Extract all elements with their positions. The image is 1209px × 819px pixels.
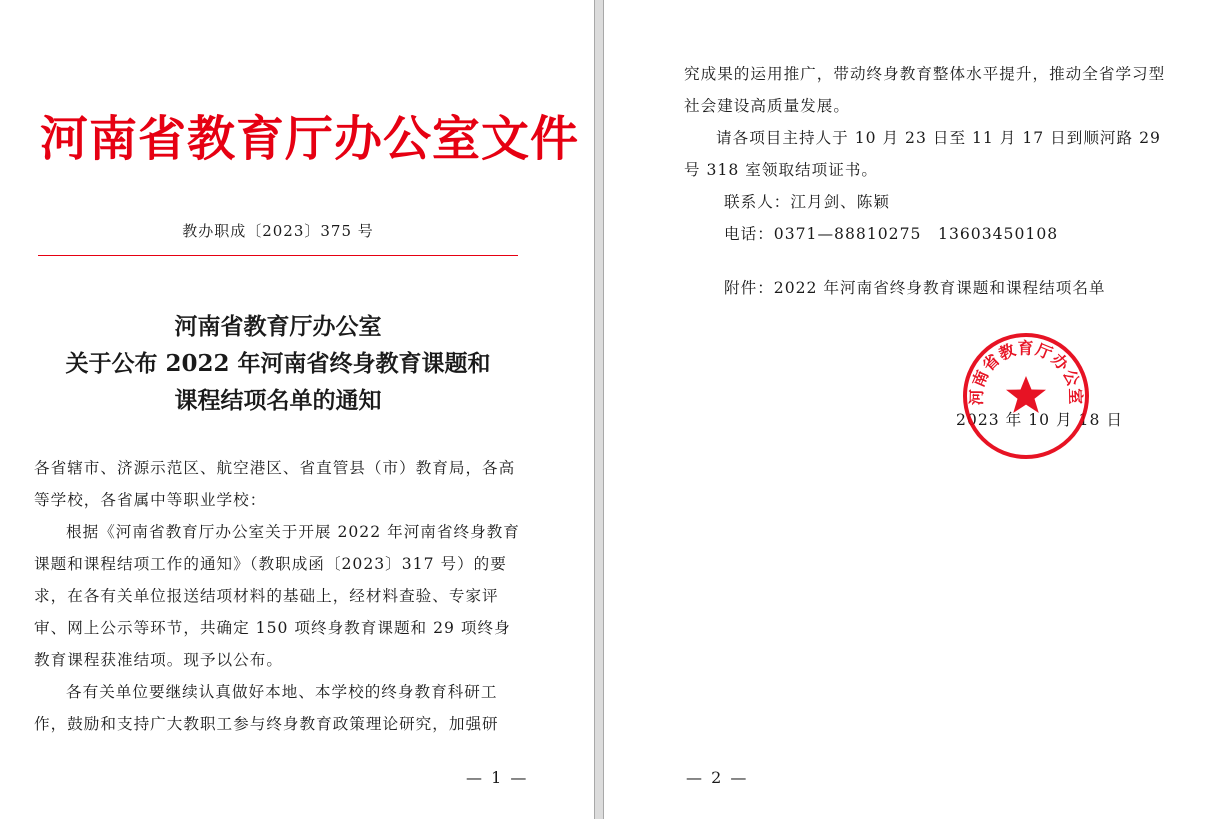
official-seal-icon	[962, 332, 1090, 460]
document-page-1	[0, 0, 594, 819]
document-number: 教办职成〔2023〕375 号	[182, 222, 374, 240]
contact-phone: 电话：0371—88810275 13603450108	[724, 225, 1059, 243]
body-paragraph: 根据《河南省教育厅办公室关于开展 2022 年河南省终身教育课题和课程结项工作的通知》（教职成函〔2023〕317 号）的要求，在各有关单位报送结项材料的基础上，经材料查验、专家评审、网上公示等环节，共确定 150 项终身教育课题和 29 项终身教育课程获准结项。现予以公布。	[34, 523, 520, 669]
notice-title-line-2: 关于公布 2022 年河南省终身教育课题和	[65, 350, 491, 377]
page-1-body	[34, 452, 522, 740]
page-number: — 2 —	[686, 768, 749, 787]
contact-person: 联系人：江月剑、陈颖	[724, 193, 890, 211]
page-number: — 1 —	[466, 768, 529, 787]
document-header-title: 河南省教育厅办公室文件	[40, 111, 580, 167]
body-paragraph: 究成果的运用推广，带动终身教育整体水平提升，推动全省学习型社会建设高质量发展。	[684, 65, 1166, 115]
page-gutter	[594, 0, 604, 819]
notice-title-line-3: 课程结项名单的通知	[174, 387, 382, 414]
body-paragraph: 请各项目主持人于 10 月 23 日至 11 月 17 日到顺河路 29 号 318 室领取结项证书。	[684, 129, 1161, 179]
notice-title	[38, 308, 518, 419]
page-2-body	[684, 58, 1174, 304]
document-page-2	[604, 0, 1209, 819]
issue-date: 2023 年 10 月 18 日	[956, 411, 1123, 429]
body-paragraph: 各有关单位要继续认真做好本地、本学校的终身教育科研工作，鼓励和支持广大教职工参与终身教育政策理论研究，加强研	[34, 683, 499, 733]
red-divider-line	[38, 255, 518, 256]
notice-title-line-1: 河南省教育厅办公室	[174, 313, 382, 340]
seal-text: 河南省教育厅办公室	[966, 338, 1086, 406]
attachment-line: 附件：2022 年河南省终身教育课题和课程结项名单	[724, 279, 1106, 297]
salutation-paragraph: 各省辖市、济源示范区、航空港区、省直管县（市）教育局，各高等学校，各省属中等职业学校：	[34, 459, 516, 509]
